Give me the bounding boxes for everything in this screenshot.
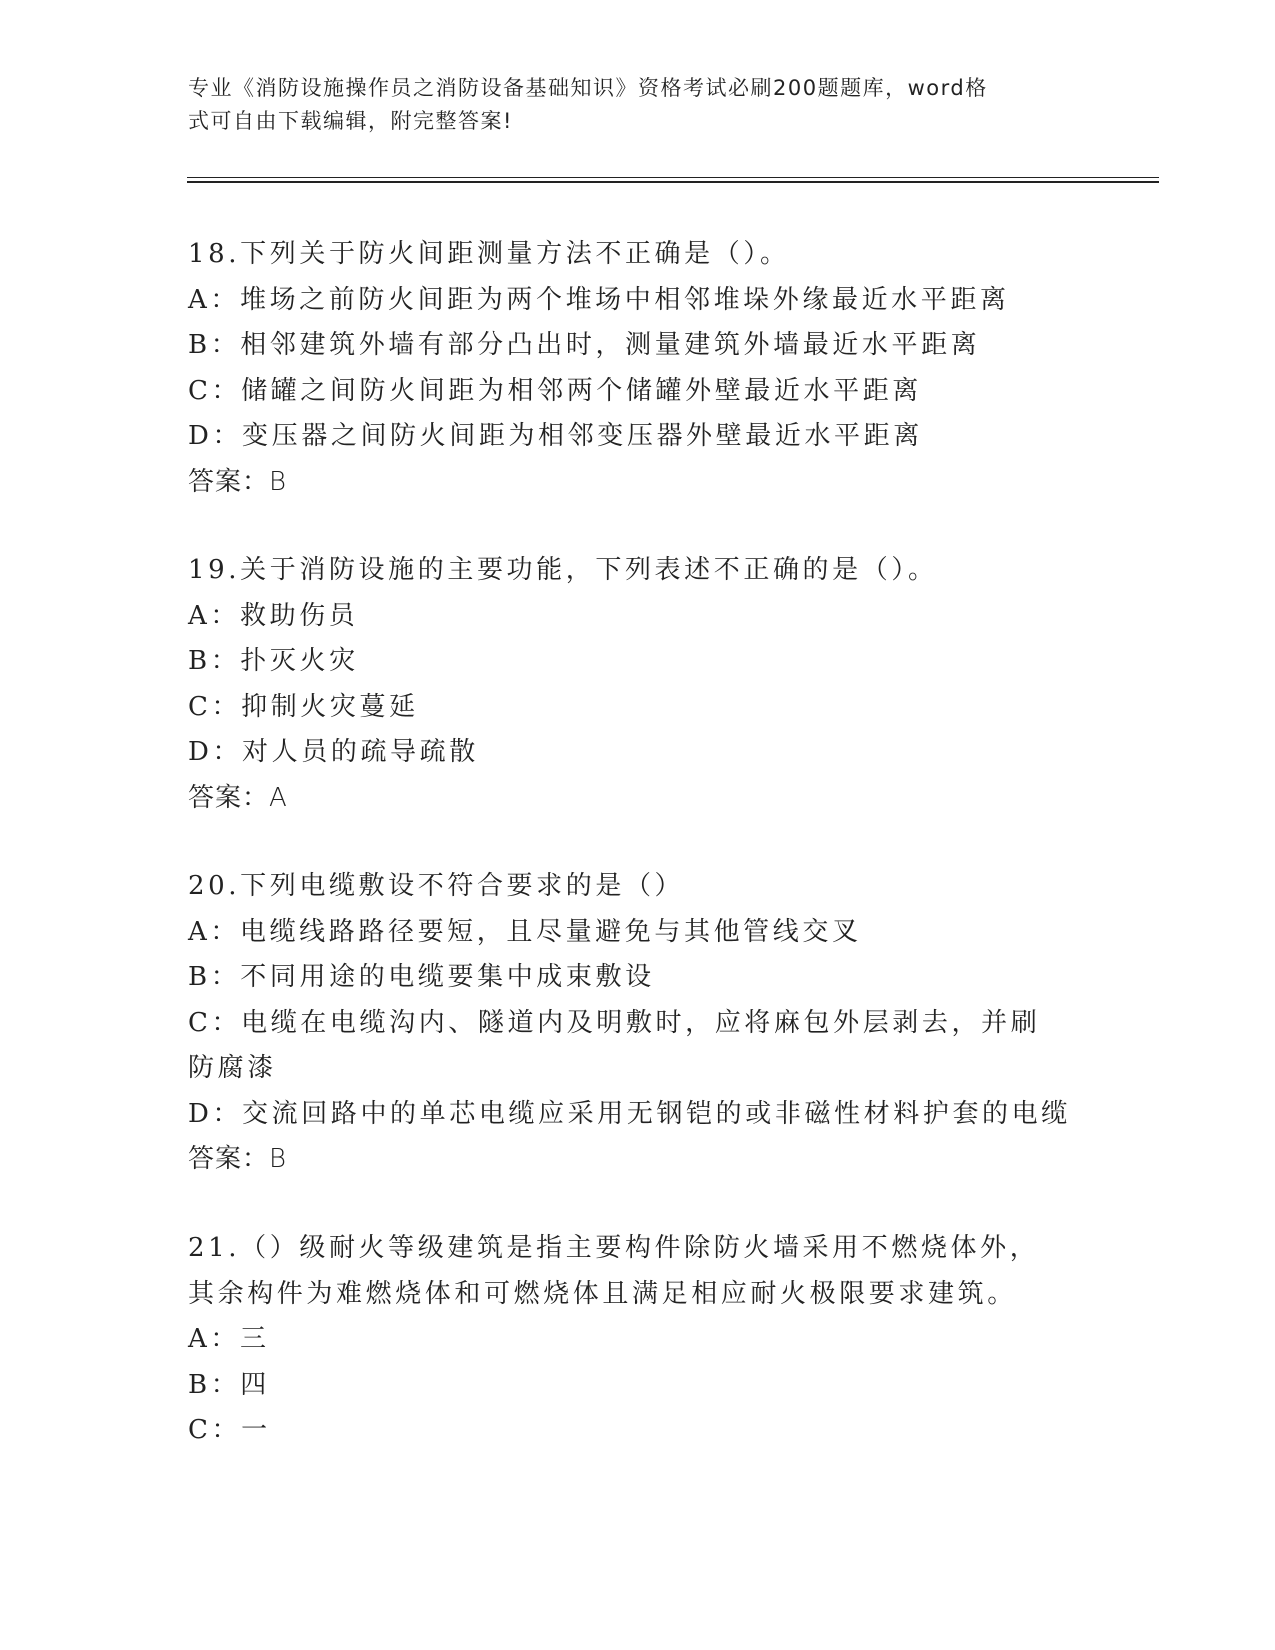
option-a: A：三 [188, 1324, 270, 1354]
option-b: B：四 [188, 1369, 270, 1400]
header-line-1: 专业《消防设施操作员之消防设备基础知识》资格考试必刷200题题库，word格 [188, 76, 988, 100]
question-19 [188, 548, 1088, 821]
header-divider-thin [187, 177, 1159, 178]
option-d: D：对人员的疏导疏散 [188, 737, 479, 767]
option-b: B：扑灭火灾 [188, 646, 359, 676]
option-c: C：抑制火灾蔓延 [188, 691, 419, 722]
option-a: A：电缆线路路径要短，且尽量避免与其他管线交叉 [188, 916, 862, 947]
option-b: B：相邻建筑外墙有部分凸出时，测量建筑外墙最近水平距离 [188, 330, 981, 360]
header-line-2: 式可自由下载编辑，附完整答案! [188, 109, 513, 133]
question-stem: 18.下列关于防火间距测量方法不正确是（）。 [188, 239, 790, 269]
answer: 答案：A [188, 782, 288, 813]
question-stem: 20.下列电缆敷设不符合要求的是（） [188, 871, 685, 901]
question-stem: 21.（）级耐火等级建筑是指主要构件除防火墙采用不燃烧体外，其余构件为难燃烧体和可燃烧体且满足相应耐火极限要求建筑。 [188, 1233, 1040, 1309]
option-b: B：不同用途的电缆要集中成束敷设 [188, 962, 655, 992]
question-21 [188, 1226, 1088, 1454]
option-d: D：交流回路中的单芯电缆应采用无钢铠的或非磁性材料护套的电缆 [188, 1098, 1071, 1129]
question-stem: 19.关于消防设施的主要功能，下列表述不正确的是（）。 [188, 555, 938, 585]
header-divider-thick [187, 181, 1159, 183]
option-c: C：电缆在电缆沟内、隧道内及明敷时，应将麻包外层剥去，并刷防腐漆 [188, 1007, 1041, 1083]
answer: 答案：B [188, 466, 288, 497]
question-18 [188, 232, 1088, 505]
option-d: D：变压器之间防火间距为相邻变压器外壁最近水平距离 [188, 421, 923, 451]
option-c: C：一 [188, 1415, 271, 1445]
option-a: A：救助伤员 [188, 600, 359, 631]
option-a: A：堆场之前防火间距为两个堆场中相邻堆垛外缘最近水平距离 [188, 284, 1010, 315]
answer: 答案：B [188, 1144, 288, 1174]
document-header [188, 72, 1068, 138]
option-c: C：储罐之间防火间距为相邻两个储罐外壁最近水平距离 [188, 375, 922, 406]
question-20 [188, 864, 1088, 1183]
